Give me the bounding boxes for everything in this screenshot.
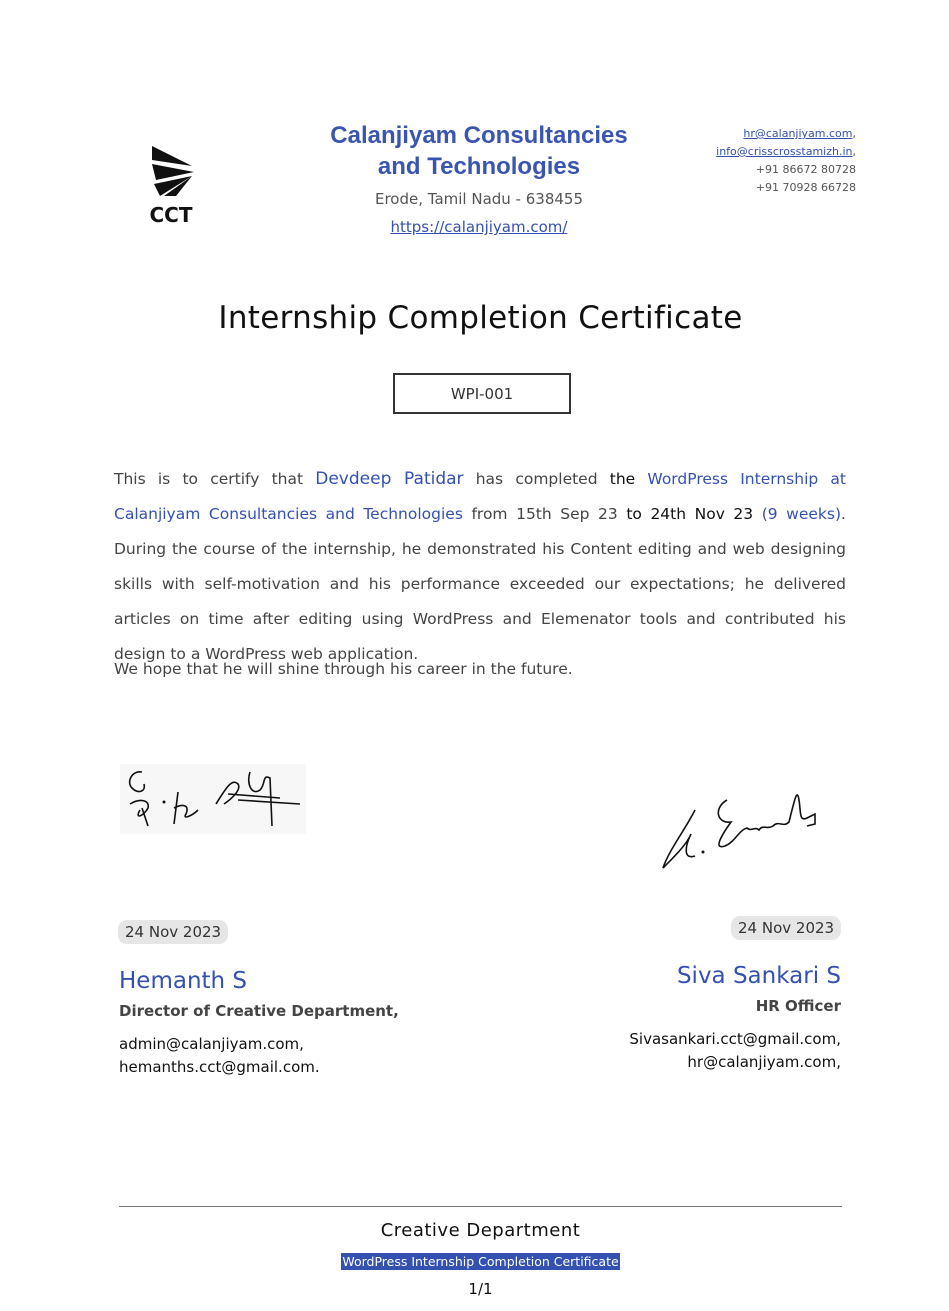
svg-text:CCT: CCT: [149, 203, 193, 226]
signer-role-left: Director of Creative Department,: [119, 1002, 399, 1020]
certificate-body: This is to certify that Devdeep Patidar has completed the WordPress Internship at Calanjiyam Consultancies and Technologies from 15th Sep 23 to 24th Nov 23 (9 weeks). During the course of the internship, he demonstrated his Content editing and web designing skills with self-motivation and his performance exceeded our expectations; he delivered articles on time after editing using WordPress and Elemenator tools and contributed his design to a WordPress web application.: [114, 469, 846, 663]
website-link[interactable]: https://calanjiyam.com/: [390, 218, 568, 236]
contact-block: hr@calanjiyam.com, info@crisscrosstamizh.in, +91 86672 80728 +91 70928 66728: [716, 125, 856, 197]
organization-address: Erode, Tamil Nadu - 638455: [374, 190, 583, 208]
duration: (9 weeks): [761, 505, 842, 523]
closing-line: We hope that he will shine through his career in the future.: [114, 660, 573, 678]
contact-email-hr[interactable]: hr@calanjiyam.com: [743, 127, 853, 140]
program-name: WordPress Internship at Calanjiyam Consultancies and Technologies: [114, 470, 846, 523]
recipient-name: Devdeep Patidar: [315, 469, 464, 489]
signer-email-right-1: Sivasankari.cct@gmail.com,: [629, 1030, 841, 1048]
certificate-title: Internship Completion Certificate: [218, 300, 743, 336]
company-logo: [146, 142, 200, 226]
organization-website: [300, 218, 658, 236]
footer-department: Creative Department: [380, 1220, 581, 1241]
page-number: 1/1: [468, 1280, 493, 1298]
organization-name-line2: and Technologies: [377, 153, 581, 180]
signer-email-right-2: hr@calanjiyam.com,: [687, 1053, 841, 1071]
certificate-id-box: WPI-001: [393, 373, 571, 414]
contact-phone-1: +91 86672 80728: [755, 163, 856, 176]
footer-certificate-label: WordPress Internship Completion Certificate: [342, 1254, 619, 1269]
signature-date-left: 24 Nov 2023: [118, 920, 228, 944]
signature-right: [655, 780, 820, 875]
contact-phone-2: +91 70928 66728: [755, 181, 856, 194]
signer-email-left-2: hemanths.cct@gmail.com.: [119, 1058, 320, 1076]
signature-left: [120, 764, 306, 834]
signer-name-left: Hemanth S: [119, 968, 248, 994]
signer-emails-right: [629, 1028, 841, 1074]
signer-name-right: Siva Sankari S: [676, 963, 841, 989]
organization-name-line1: Calanjiyam Consultancies: [330, 122, 628, 149]
organization-name: [300, 120, 658, 182]
contact-email-info[interactable]: info@crisscrosstamizh.in: [716, 145, 853, 158]
signer-email-left-1: admin@calanjiyam.com,: [119, 1035, 304, 1053]
signature-date-right: 24 Nov 2023: [731, 916, 841, 940]
signer-role-right: HR Officer: [755, 997, 841, 1015]
signer-emails-left: [119, 1033, 320, 1079]
footer-divider: [119, 1206, 842, 1207]
